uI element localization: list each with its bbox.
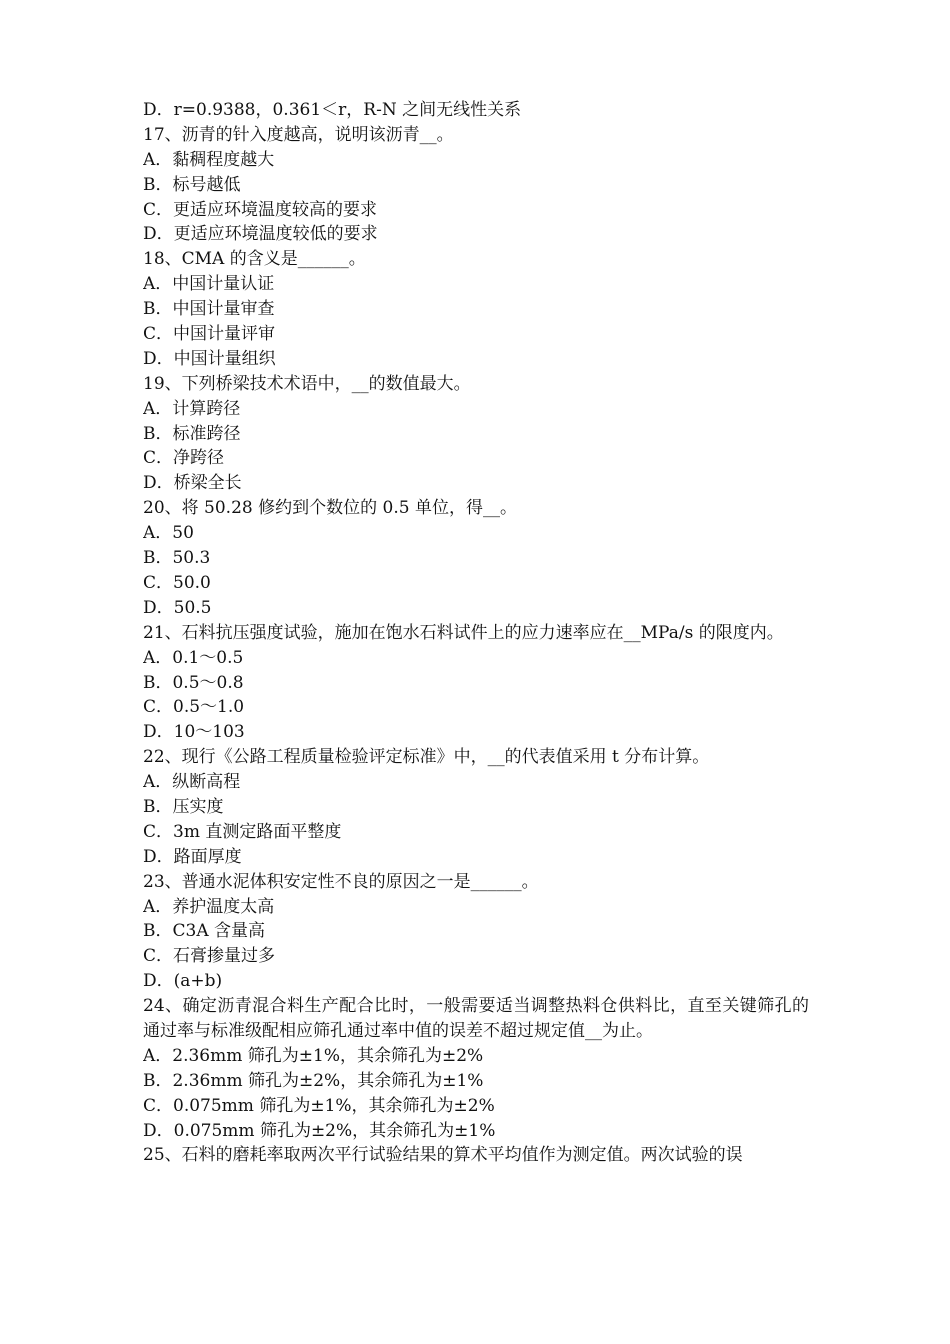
option-line: B．0.5～0.8: [143, 672, 244, 693]
question-18: 18、CMA 的含义是______。: [143, 249, 366, 270]
option-line: A．黏稠程度越大: [143, 149, 275, 170]
option-line: B．C3A 含量高: [143, 921, 265, 942]
option-line: C．净跨径: [143, 448, 225, 469]
option-line: D．10～103: [143, 722, 245, 743]
option-line: A．计算跨径: [143, 398, 241, 419]
option-line: C．更适应环境温度较高的要求: [143, 199, 378, 220]
option-line: A．50: [143, 523, 194, 544]
option-line: D．0.075mm 筛孔为±2%，其余筛孔为±1%: [143, 1120, 496, 1141]
question-23: 23、普通水泥体积安定性不良的原因之一是______。: [143, 871, 539, 892]
option-line: A．养护温度太高: [143, 896, 275, 917]
document-body: [143, 98, 809, 1168]
option-line: D．(a+b): [143, 971, 223, 992]
question-17: 17、沥青的针入度越高，说明该沥青__。: [143, 124, 454, 145]
option-line: A．2.36mm 筛孔为±1%，其余筛孔为±2%: [143, 1045, 484, 1066]
option-line: B．50.3: [143, 548, 211, 569]
option-line: B．中国计量审查: [143, 299, 275, 320]
option-line: A．纵断高程: [143, 772, 241, 793]
option-line: D．50.5: [143, 597, 212, 618]
question-20: 20、将 50.28 修约到个数位的 0.5 单位，得__。: [143, 498, 517, 519]
option-line: B．2.36mm 筛孔为±2%，其余筛孔为±1%: [143, 1070, 484, 1091]
option-line: A．中国计量认证: [143, 274, 275, 295]
option-line: D．中国计量组织: [143, 348, 276, 369]
option-line: B．压实度: [143, 796, 224, 817]
question-19: 19、下列桥梁技术术语中，__的数值最大。: [143, 373, 471, 394]
option-line: C．中国计量评审: [143, 324, 276, 345]
question-25: 25、石料的磨耗率取两次平行试验结果的算术平均值作为测定值。两次试验的误: [143, 1145, 743, 1166]
question-24: 24、确定沥青混合料生产配合比时，一般需要适当调整热料仓供料比，直至关键筛孔的通过率与标准级配相应筛孔通过率中值的误差不超过规定值__为止。: [143, 996, 809, 1041]
option-line: D．桥梁全长: [143, 473, 242, 494]
option-line: C．3m 直测定路面平整度: [143, 821, 342, 842]
question-21: 21、石料抗压强度试验，施加在饱水石料试件上的应力速率应在__MPa/s 的限度内。: [143, 622, 784, 643]
option-line: D．更适应环境温度较低的要求: [143, 224, 378, 245]
option-line: D．路面厚度: [143, 846, 242, 867]
option-line: B．标准跨径: [143, 423, 241, 444]
option-line: C．50.0: [143, 572, 211, 593]
option-line: B．标号越低: [143, 174, 241, 195]
question-22: 22、现行《公路工程质量检验评定标准》中，__的代表值采用 t 分布计算。: [143, 747, 710, 768]
option-line: C．0.5～1.0: [143, 697, 245, 718]
option-line: C．石膏掺量过多: [143, 946, 276, 967]
text-line: D．r=0.9388，0.361＜r，R-N 之间无线性关系: [143, 100, 522, 120]
option-line: C．0.075mm 筛孔为±1%，其余筛孔为±2%: [143, 1095, 495, 1116]
option-line: A．0.1～0.5: [143, 647, 244, 668]
